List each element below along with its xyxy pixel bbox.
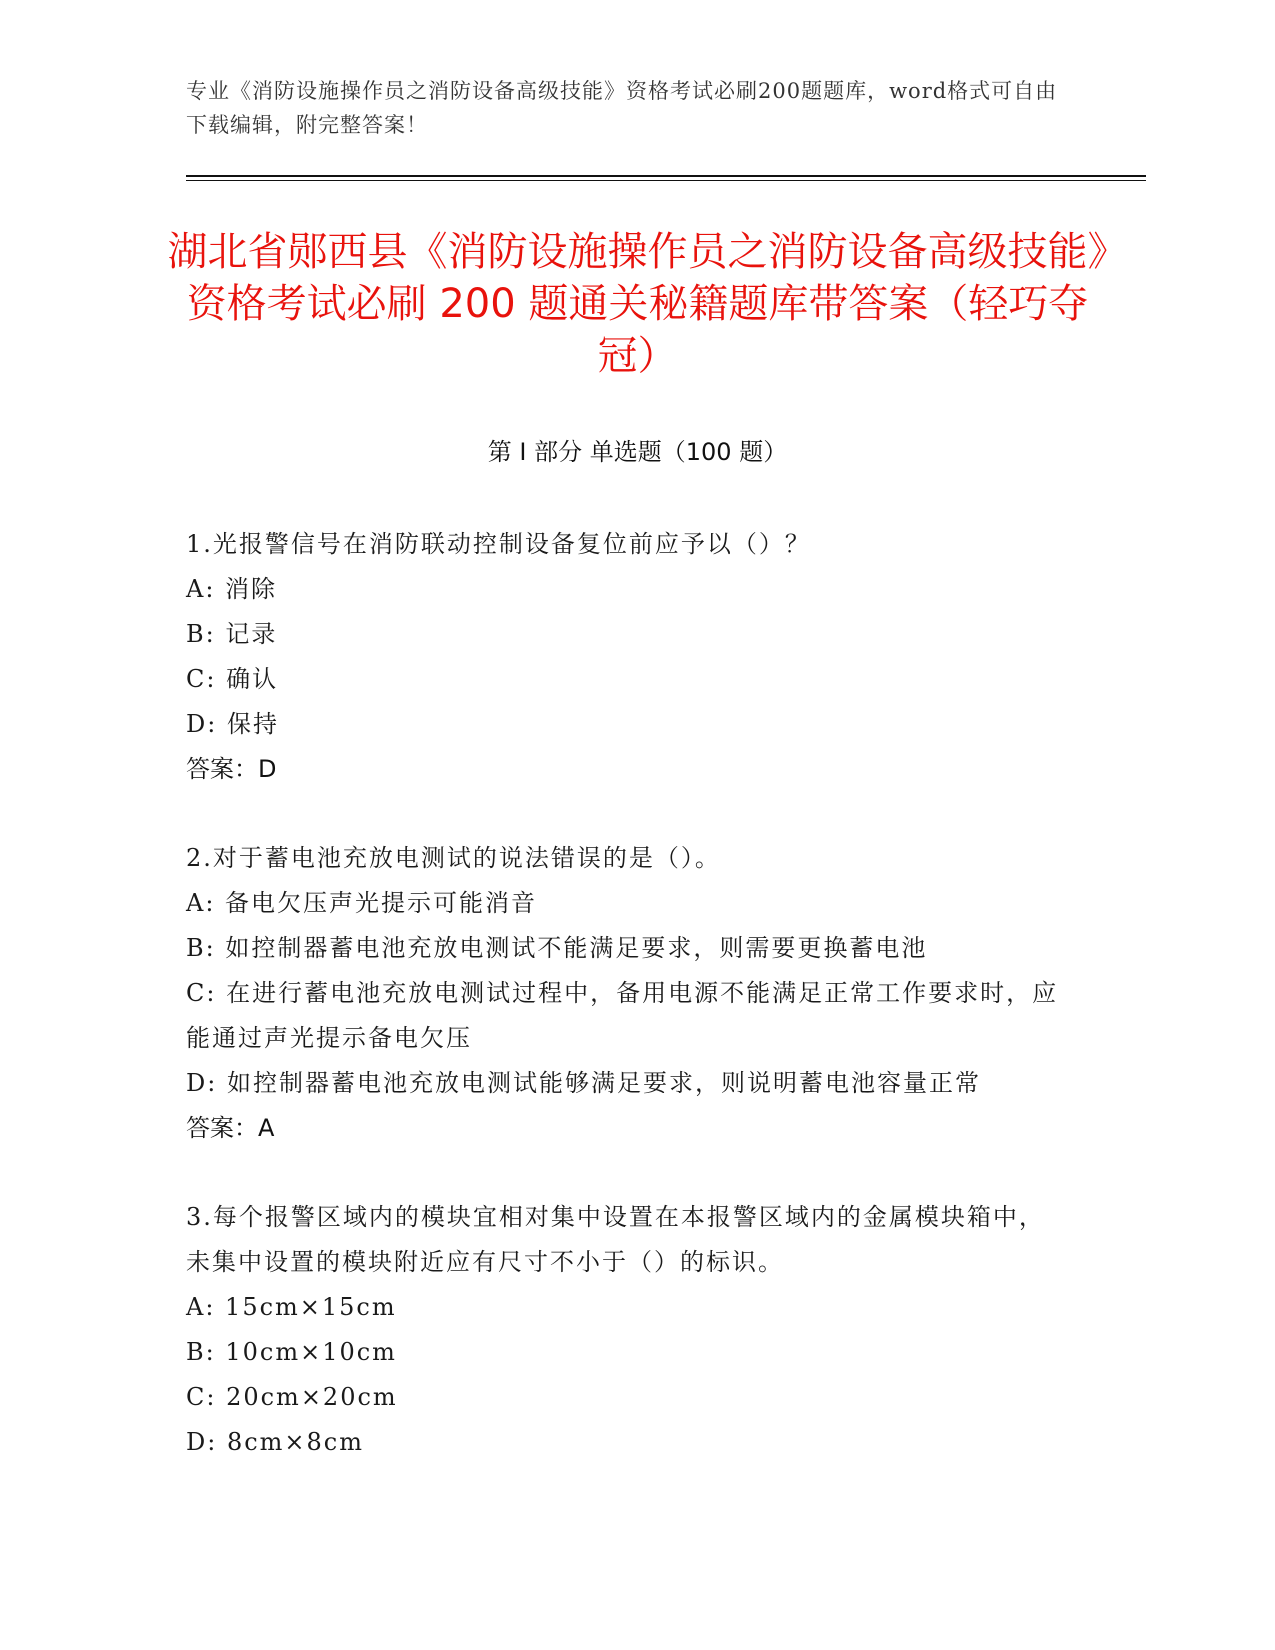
option-c: C: 确认 (186, 665, 279, 693)
option-b: B: 10cm×10cm (186, 1338, 397, 1366)
option-c: C: 20cm×20cm (186, 1383, 398, 1411)
answer-line: 答案：D (186, 755, 277, 783)
option-b: B: 记录 (186, 620, 278, 648)
header-note: 专业《消防设施操作员之消防设备高级技能》资格考试必刷200题题库，word格式可自由下载编辑，附完整答案！ (186, 79, 1058, 137)
question-stem: 1.光报警信号在消防联动控制设备复位前应予以（）？ (186, 530, 811, 558)
header-divider-thin (186, 180, 1146, 181)
answer-line: 答案：A (186, 1114, 275, 1142)
option-a: A: 15cm×15cm (186, 1293, 397, 1321)
option-d: D: 8cm×8cm (186, 1428, 365, 1456)
question-list (186, 522, 1066, 1509)
question-stem: 3.每个报警区域内的模块宜相对集中设置在本报警区域内的金属模块箱中，未集中设置的模块附近应有尺寸不小于（）的标识。 (186, 1203, 1045, 1276)
question-stem: 2.对于蓄电池充放电测试的说法错误的是（）。 (186, 844, 721, 872)
document-title: 湖北省郧西县《消防设施操作员之消防设备高级技能》资格考试必刷 200 题通关秘籍题库带答案（轻巧夺冠） (167, 229, 1108, 379)
question-1 (186, 522, 1066, 792)
question-2 (186, 836, 1066, 1151)
section-heading: 第 I 部分 单选题（100 题） (487, 438, 788, 466)
option-d: D: 如控制器蓄电池充放电测试能够满足要求，则说明蓄电池容量正常 (186, 1069, 981, 1097)
option-a: A: 消除 (186, 575, 278, 603)
option-b: B: 如控制器蓄电池充放电测试不能满足要求，则需要更换蓄电池 (186, 934, 928, 962)
header-divider-thick (186, 175, 1146, 177)
question-3 (186, 1195, 1066, 1465)
option-d: D: 保持 (186, 710, 279, 738)
option-c: C: 在进行蓄电池充放电测试过程中，备用电源不能满足正常工作要求时，应能通过声光提示备电欠压 (186, 979, 1059, 1052)
option-a: A: 备电欠压声光提示可能消音 (186, 889, 538, 917)
